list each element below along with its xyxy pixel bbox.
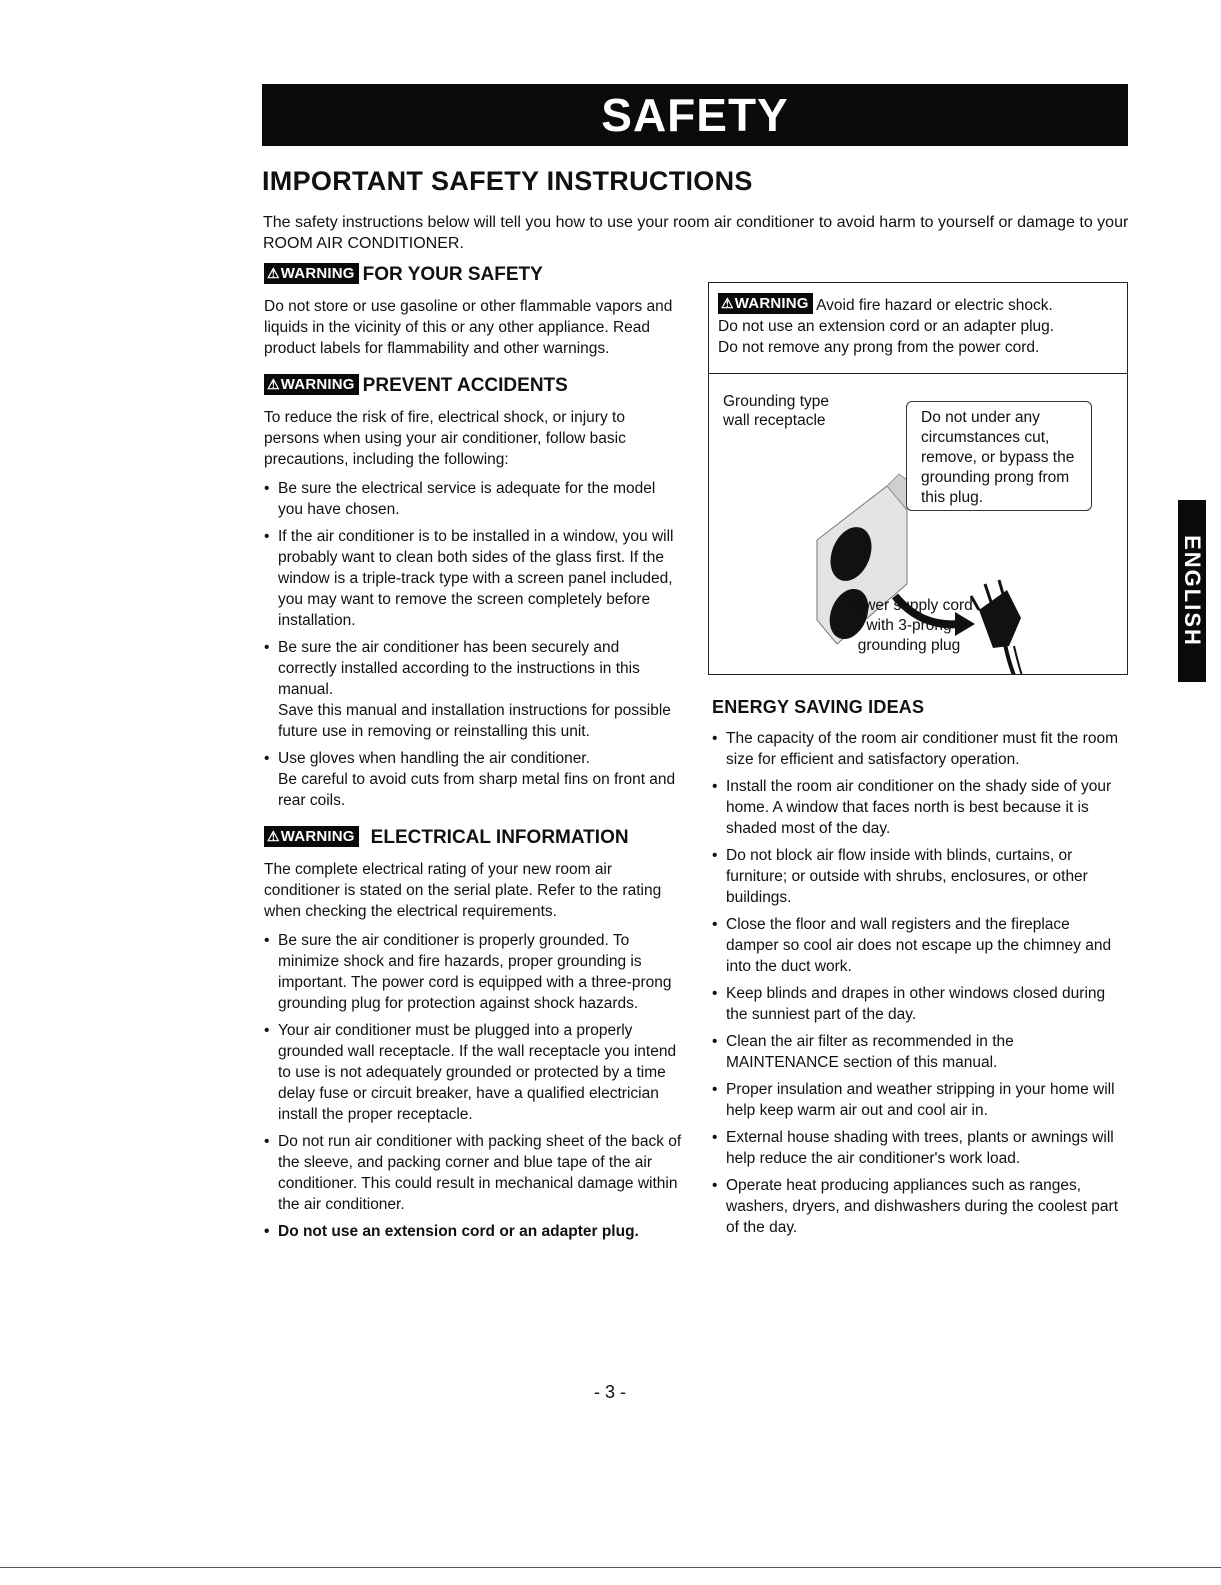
list-item: • Your air conditioner must be plugged into a properly grounded wall receptacle. If the wall receptacle you intend to use is not adequately grounded or protected by a time delay fuse or circuit breaker, have a qualified electrician install the proper receptacle.	[264, 1020, 682, 1125]
list-item: • If the air conditioner is to be installed in a window, you will probably want to clean both sides of the glass first. If the window is a triple-track type with a screen panel included, you may want to remove the screen completely before installation.	[264, 526, 682, 631]
accident-bullets	[264, 478, 682, 811]
list-item: • External house shading with trees, plants or awnings will help reduce the air conditioner's work load.	[712, 1127, 1124, 1169]
list-item: • Clean the air filter as recommended in the MAINTENANCE section of this manual.	[712, 1031, 1124, 1073]
list-item: • Be sure the air conditioner is properly grounded. To minimize shock and fire hazards, proper grounding is important. The power cord is equipped with a three-prong grounding plug for protection against shock hazards.	[264, 930, 682, 1014]
section-body: Do not store or use gasoline or other flammable vapors and liquids in the vicinity of this or any other appliance. Read product labels for flammability and other warnings.	[264, 298, 673, 357]
list-item: • Use gloves when handling the air conditioner. Be careful to avoid cuts from sharp metal fins on front and rear coils.	[264, 748, 682, 811]
grounding-figure	[708, 373, 1128, 675]
energy-saving-section	[712, 697, 1124, 1238]
warning-badge: ⚠WARNING	[264, 263, 359, 284]
prevent-accidents-section	[264, 373, 682, 811]
list-item: • Keep blinds and drapes in other windows closed during the sunniest part of the day.	[712, 983, 1124, 1025]
list-item: • Do not run air conditioner with packing sheet of the back of the sleeve, and packing corner and blue tape of the air conditioner. This could result in mechanical damage within the air conditioner.	[264, 1131, 682, 1215]
list-item: • Close the floor and wall registers and the fireplace damper so cool air does not escape up the chimney and into the duct work.	[712, 914, 1124, 977]
warning-box: ⚠WARNING Avoid fire hazard or electric shock. Do not use an extension cord or an adapter plug. Do not remove any prong from the power cord.	[708, 282, 1128, 373]
receptacle-label: Grounding type wall receptacle	[723, 393, 829, 429]
warning-badge: ⚠WARNING	[264, 374, 359, 395]
warning-triangle-icon: ⚠	[721, 295, 734, 311]
for-your-safety-section	[264, 262, 682, 359]
right-column	[708, 282, 1128, 1244]
intro-text: The safety instructions below will tell you how to use your room air conditioner to avoid harm to yourself or damage to your ROOM AIR CONDITIONER.	[263, 214, 1129, 252]
warning-badge: ⚠WARNING	[264, 826, 359, 847]
section-heading: FOR YOUR SAFETY	[362, 264, 543, 285]
page-title: IMPORTANT SAFETY INSTRUCTIONS	[262, 166, 753, 196]
list-item: • Install the room air conditioner on the shady side of your home. A window that faces north is best because it is shaded most of the day.	[712, 776, 1124, 839]
page-edge-divider	[0, 1567, 1221, 1568]
warning-triangle-icon: ⚠	[267, 376, 280, 392]
electrical-bullets	[264, 930, 682, 1242]
section-heading: ELECTRICAL INFORMATION	[370, 827, 629, 848]
list-item: • Be sure the electrical service is adequate for the model you have chosen.	[264, 478, 682, 520]
language-tab: ENGLISH	[1178, 500, 1206, 682]
section-heading: ENERGY SAVING IDEAS	[712, 697, 925, 717]
section-body: To reduce the risk of fire, electrical shock, or injury to persons when using your air conditioner, follow basic precautions, including the following:	[264, 409, 626, 468]
list-item: • Be sure the air conditioner has been securely and correctly installed according to the instructions in this manual. Save this manual and installation instructions for possible future use in removing or reinstalling this unit.	[264, 637, 682, 742]
callout-box: Do not under any circumstances cut, remove, or bypass the grounding prong from this plug.	[906, 401, 1092, 511]
section-heading: PREVENT ACCIDENTS	[362, 375, 568, 396]
electrical-information-section	[264, 825, 682, 1242]
list-item: • The capacity of the room air conditioner must fit the room size for efficient and satisfactory operation.	[712, 728, 1124, 770]
warning-badge: ⚠WARNING	[718, 293, 813, 314]
list-item: • Do not block air flow inside with blinds, curtains, or furniture; or outside with shrubs, enclosures, or other buildings.	[712, 845, 1124, 908]
list-item: • Proper insulation and weather stripping in your home will help keep warm air out and cool air in.	[712, 1079, 1124, 1121]
power-cord-label: Power supply cord with 3-prong grounding plug	[845, 597, 973, 654]
list-item: • Do not use an extension cord or an adapter plug.	[264, 1221, 682, 1242]
list-item: • Operate heat producing appliances such as ranges, washers, dryers, and dishwashers during the coolest part of the day.	[712, 1175, 1124, 1238]
section-body: The complete electrical rating of your new room air conditioner is stated on the serial plate. Refer to the rating when checking the electrical requirements.	[264, 861, 662, 920]
warning-triangle-icon: ⚠	[267, 828, 280, 844]
page-number: - 3 -	[593, 1382, 626, 1402]
energy-bullets	[712, 728, 1124, 1238]
warning-triangle-icon: ⚠	[267, 265, 280, 281]
safety-banner: SAFETY	[262, 84, 1128, 146]
left-column	[264, 262, 682, 1248]
